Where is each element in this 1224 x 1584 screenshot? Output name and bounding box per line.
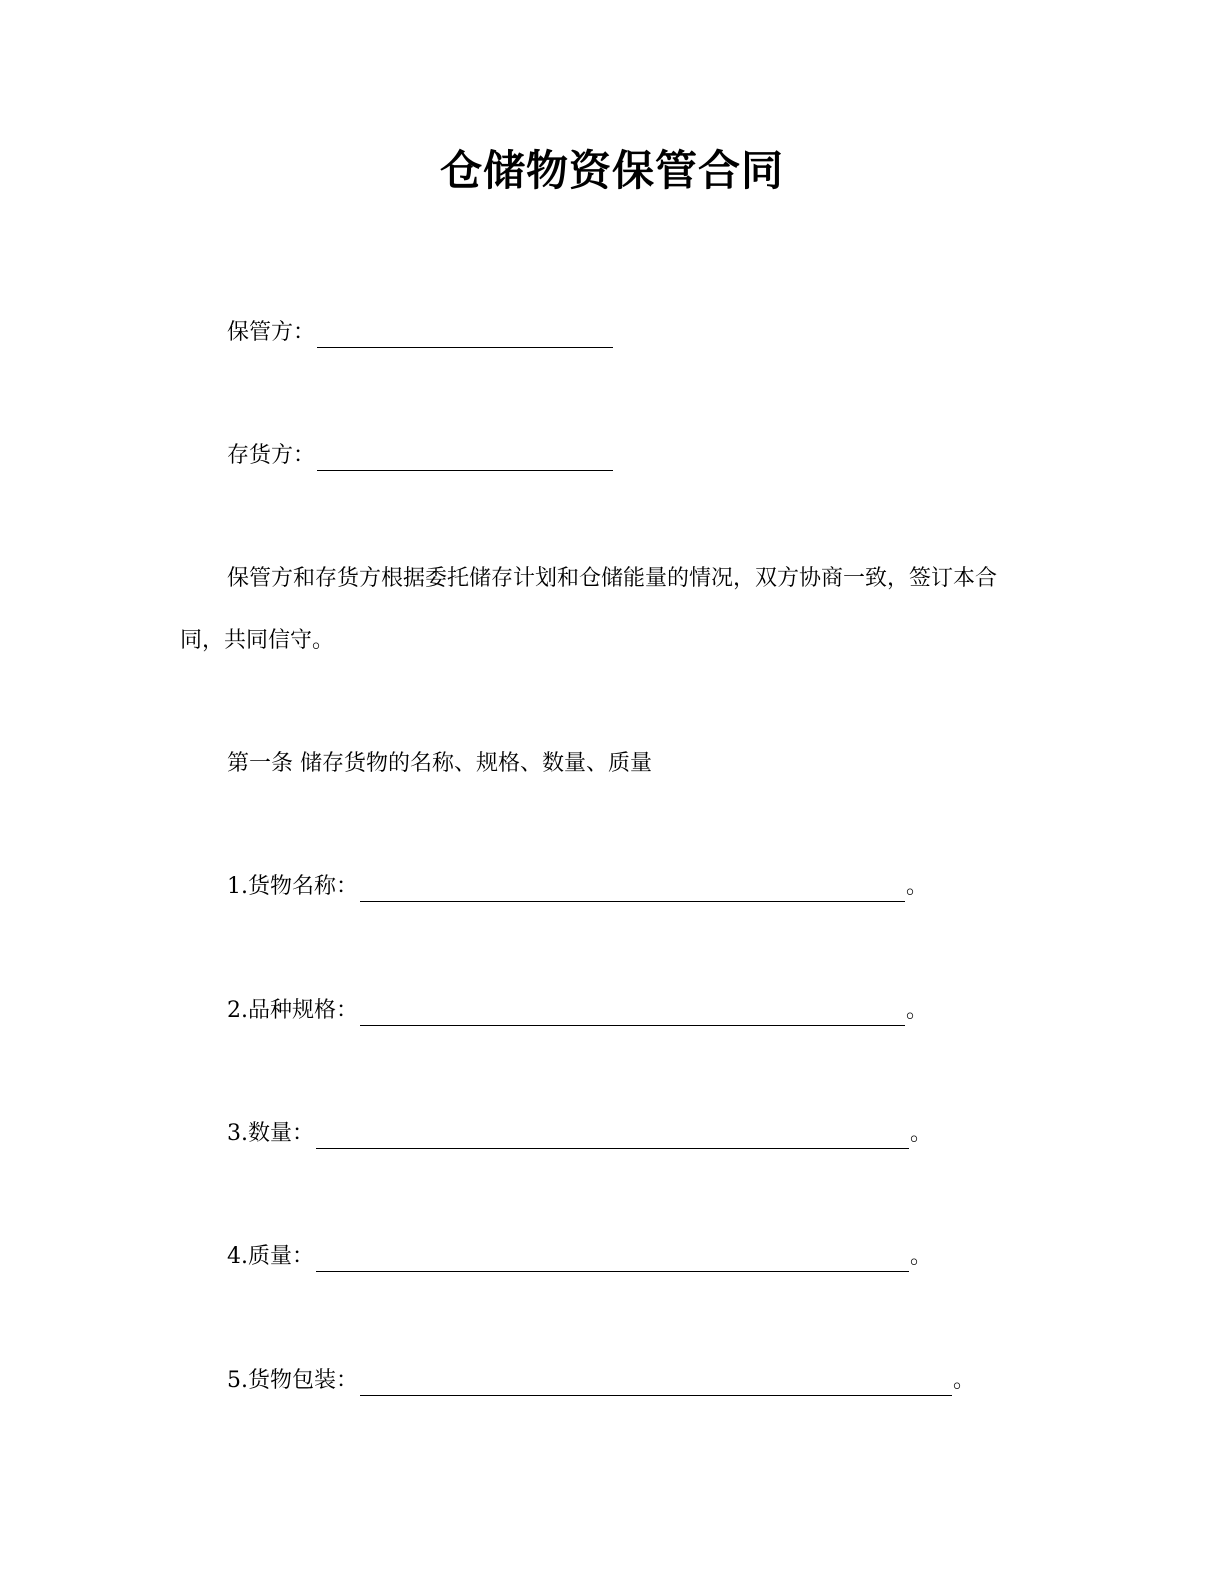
specification-blank[interactable] xyxy=(360,1001,905,1026)
quantity-blank[interactable] xyxy=(316,1124,909,1149)
goods-name-blank[interactable] xyxy=(360,877,905,902)
item-end-mark: 。 xyxy=(910,1244,933,1269)
intro-paragraph: 保管方和存货方根据委托储存计划和仓储能量的情况，双方协商一致，签订本合同，共同信守。 xyxy=(180,566,998,653)
item-packaging xyxy=(227,1366,975,1396)
item-end-mark: 。 xyxy=(906,998,929,1023)
custodian-line xyxy=(227,318,614,348)
item-label: 4.质量： xyxy=(227,1244,314,1269)
depositor-label: 存货方： xyxy=(227,443,316,468)
item-end-mark: 。 xyxy=(906,874,929,899)
item-end-mark: 。 xyxy=(910,1121,933,1146)
quality-blank[interactable] xyxy=(316,1247,909,1272)
packaging-blank[interactable] xyxy=(360,1371,952,1396)
depositor-line xyxy=(227,441,614,471)
item-label: 2.品种规格： xyxy=(227,998,358,1023)
item-specification xyxy=(227,996,928,1026)
item-end-mark: 。 xyxy=(953,1368,976,1393)
depositor-blank[interactable] xyxy=(317,446,613,471)
item-goods-name xyxy=(227,872,928,902)
custodian-label: 保管方： xyxy=(227,320,316,345)
item-label: 3.数量： xyxy=(227,1121,314,1146)
article1-heading: 第一条 储存货物的名称、规格、数量、质量 xyxy=(227,751,652,776)
item-label: 5.货物包装： xyxy=(227,1368,358,1393)
item-quality xyxy=(227,1242,932,1272)
custodian-blank[interactable] xyxy=(317,323,613,348)
item-quantity xyxy=(227,1119,932,1149)
item-label: 1.货物名称： xyxy=(227,874,358,899)
document-title: 仓储物资保管合同 xyxy=(439,146,784,195)
